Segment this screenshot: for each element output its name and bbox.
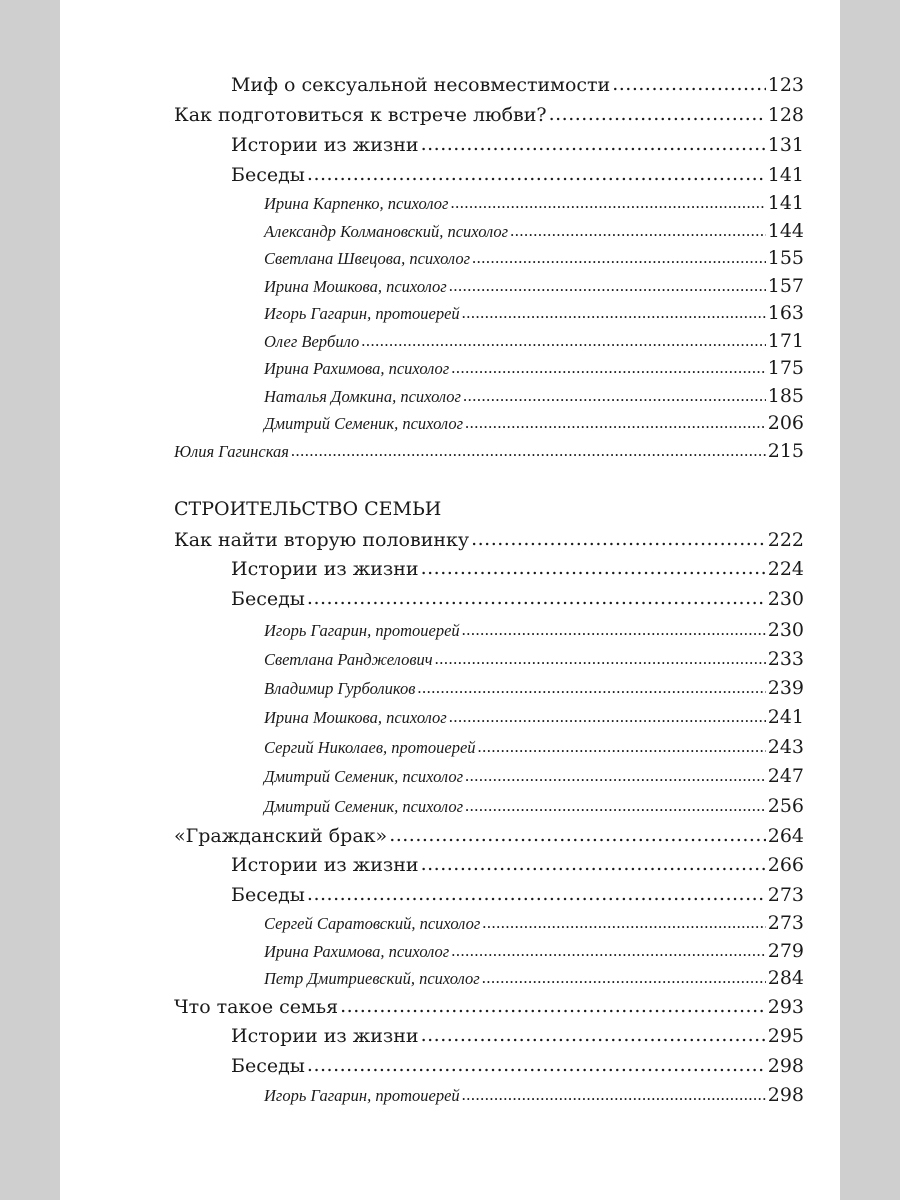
toc-dot-leader: [449, 276, 766, 296]
toc-entry-title: Как найти вторую половинку: [174, 529, 470, 551]
toc-dot-leader: [482, 913, 765, 933]
toc-entry: [174, 1084, 804, 1106]
toc-entry-page: 141: [767, 164, 804, 186]
toc-entry-page: 206: [767, 412, 804, 434]
toc-dot-leader: [389, 824, 766, 846]
toc-entry-title: Игорь Гагарин, протоиерей: [264, 621, 460, 640]
toc-entry-title: Светлана Ранджелович: [264, 650, 433, 669]
toc-entry: [174, 795, 804, 817]
toc-entry-page: 224: [767, 558, 804, 580]
toc-entry: [174, 440, 804, 462]
toc-entry: [174, 648, 804, 670]
toc-entry: [174, 1025, 804, 1047]
toc-entry-title: Дмитрий Семеник, психолог: [264, 767, 464, 786]
toc-entry-title: Как подготовиться к встрече любви?: [174, 104, 547, 126]
toc-entry: [174, 330, 804, 352]
toc-entry-title: Беседы: [231, 164, 305, 186]
toc-dot-leader: [417, 678, 765, 698]
toc-entry: [174, 275, 804, 297]
toc-dot-leader: [307, 163, 766, 185]
toc-entry-title: Юлия Гагинская: [174, 442, 289, 461]
toc-entry: [174, 940, 804, 962]
toc-entry-page: 175: [767, 357, 804, 379]
toc-entry-title: Олег Вербило: [264, 332, 360, 351]
toc-entry-title: Светлана Швецова, психолог: [264, 249, 471, 268]
toc-entry: [174, 825, 804, 847]
toc-entry-title: Сергей Саратовский, психолог: [264, 914, 481, 933]
toc-dot-leader: [612, 73, 766, 95]
toc-entry-page: 157: [767, 275, 804, 297]
toc-entry: [174, 529, 804, 551]
toc-entry-title: Дмитрий Семеник, психолог: [264, 797, 464, 816]
toc-entry-title: Игорь Гагарин, протоиерей: [264, 1086, 460, 1105]
toc-entry-page: 293: [767, 996, 804, 1018]
toc-entry: [174, 74, 804, 96]
toc-entry-page: 222: [767, 529, 804, 551]
toc-dot-leader: [451, 358, 765, 378]
toc-entry-title: Петр Дмитриевский, психолог: [264, 969, 480, 988]
toc-entry-page: 247: [767, 765, 804, 787]
toc-entry: [174, 1055, 804, 1077]
toc-entry-page: 266: [767, 854, 804, 876]
toc-entry: [174, 220, 804, 242]
toc-dot-leader: [449, 707, 766, 727]
toc-entry-title: Ирина Рахимова, психолог: [264, 942, 450, 961]
toc-entry-title: Дмитрий Семеник, психолог: [264, 414, 464, 433]
toc-entry: [174, 104, 804, 126]
toc-dot-leader: [307, 883, 766, 905]
toc-dot-leader: [478, 737, 766, 757]
toc-entry: [174, 588, 804, 610]
toc-entry-title: Беседы: [231, 1055, 305, 1077]
toc-entry-title: Наталья Домкина, психолог: [264, 387, 461, 406]
toc-entry-title: «Гражданский брак»: [174, 825, 388, 847]
toc-entry: [174, 134, 804, 156]
toc-dot-leader: [482, 968, 766, 988]
toc-entry-page: 295: [767, 1025, 804, 1047]
toc-entry-page: 185: [767, 385, 804, 407]
toc-entry: [174, 247, 804, 269]
toc-dot-leader: [421, 1024, 766, 1046]
toc-entry-page: 298: [767, 1055, 804, 1077]
toc-entry-page: 163: [767, 302, 804, 324]
toc-dot-leader: [451, 941, 765, 961]
toc-entry-page: 230: [767, 619, 804, 641]
toc-entry-title: Истории из жизни: [231, 1025, 419, 1047]
toc-entry: [174, 765, 804, 787]
toc-dot-leader: [510, 221, 766, 241]
toc-entry-title: Ирина Мошкова, психолог: [264, 277, 447, 296]
toc-entry-page: 171: [767, 330, 804, 352]
toc-dot-leader: [307, 587, 766, 609]
toc-entry-title: Ирина Карпенко, психолог: [264, 194, 449, 213]
toc-entry: [174, 996, 804, 1018]
toc-entry: [174, 706, 804, 728]
toc-dot-leader: [421, 557, 766, 579]
toc-entry: [174, 558, 804, 580]
toc-dot-leader: [465, 413, 766, 433]
toc-dot-leader: [421, 133, 766, 155]
toc-entry-page: 284: [767, 967, 804, 989]
toc-entry: [174, 736, 804, 758]
toc-entry-page: 243: [767, 736, 804, 758]
toc-dot-leader: [462, 1085, 766, 1105]
toc-entry-title: Что такое семья: [174, 996, 339, 1018]
toc-entry: [174, 967, 804, 989]
toc-entry: [174, 884, 804, 906]
toc-entry-page: 144: [767, 220, 804, 242]
toc-dot-leader: [465, 796, 766, 816]
toc-entry-page: 298: [767, 1084, 804, 1106]
toc-entry-page: 233: [767, 648, 804, 670]
toc-dot-leader: [361, 331, 765, 351]
toc-entry-page: 279: [767, 940, 804, 962]
toc-entry-page: 273: [767, 912, 804, 934]
toc-entry: [174, 912, 804, 934]
toc-dot-leader: [435, 649, 766, 669]
toc-dot-leader: [307, 1054, 766, 1076]
toc-dot-leader: [472, 248, 766, 268]
toc-entry-title: Истории из жизни: [231, 854, 419, 876]
toc-entry-page: 128: [767, 104, 804, 126]
toc-entry-page: 256: [767, 795, 804, 817]
book-page: [60, 0, 840, 1200]
toc-dot-leader: [291, 441, 766, 461]
toc-dot-leader: [421, 853, 766, 875]
toc-dot-leader: [462, 620, 766, 640]
toc-entry: [174, 357, 804, 379]
toc-entry: [174, 302, 804, 324]
toc-entry: [174, 619, 804, 641]
toc-entry-title: Истории из жизни: [231, 134, 419, 156]
toc-dot-leader: [450, 193, 765, 213]
toc-entry-page: 123: [767, 74, 804, 96]
section-heading: СТРОИТЕЛЬСТВО СЕМЬИ: [174, 498, 442, 520]
toc-entry-page: 141: [767, 192, 804, 214]
toc-entry-page: 273: [767, 884, 804, 906]
toc-entry: [174, 164, 804, 186]
toc-entry: [174, 412, 804, 434]
toc-dot-leader: [340, 995, 766, 1017]
toc-entry-title: Ирина Мошкова, психолог: [264, 708, 447, 727]
toc-entry-page: 155: [767, 247, 804, 269]
toc-entry-title: Игорь Гагарин, протоиерей: [264, 304, 460, 323]
toc-entry: [174, 192, 804, 214]
toc-entry-title: Сергий Николаев, протоиерей: [264, 738, 476, 757]
toc-entry-title: Беседы: [231, 884, 305, 906]
toc-dot-leader: [463, 386, 766, 406]
toc-entry: [174, 677, 804, 699]
toc-entry-title: Истории из жизни: [231, 558, 419, 580]
toc-dot-leader: [471, 528, 766, 550]
toc-entry: [174, 854, 804, 876]
toc-dot-leader: [465, 766, 766, 786]
toc-dot-leader: [549, 103, 766, 125]
toc-entry-title: Ирина Рахимова, психолог: [264, 359, 450, 378]
toc-entry-page: 131: [767, 134, 804, 156]
toc-entry-page: 241: [767, 706, 804, 728]
toc-entry-title: Беседы: [231, 588, 305, 610]
toc-entry-title: Миф о сексуальной несовместимости: [231, 74, 611, 96]
toc-dot-leader: [462, 303, 766, 323]
toc-entry-page: 230: [767, 588, 804, 610]
toc-entry-page: 215: [767, 440, 804, 462]
toc-entry-title: Владимир Гурболиков: [264, 679, 416, 698]
toc-entry-title: Александр Колмановский, психолог: [264, 222, 509, 241]
toc-entry-page: 239: [767, 677, 804, 699]
toc-entry: [174, 385, 804, 407]
toc-entry-page: 264: [767, 825, 804, 847]
